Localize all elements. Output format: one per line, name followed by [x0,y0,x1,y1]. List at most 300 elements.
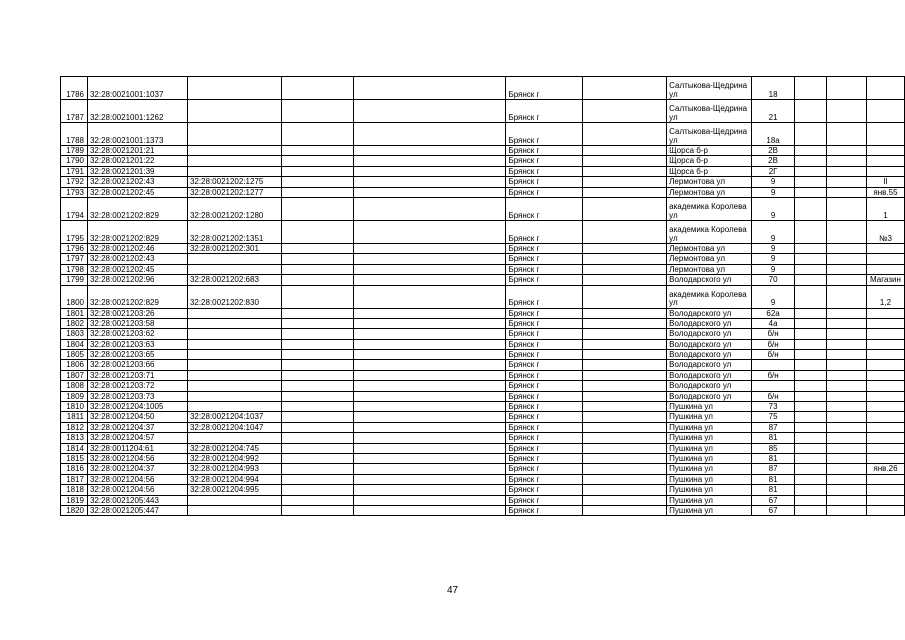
building-number-cell [187,156,281,166]
blank-cell-4 [281,412,353,422]
row-number-cell: 1788 [61,123,88,146]
note-cell: №3 [866,220,904,243]
blank-cell-11 [826,285,866,308]
city-cell: Брянск г [506,100,583,123]
street-cell: Володарского ул [667,339,752,349]
street-cell: Володарского ул [667,350,752,360]
street-cell: Пушкина ул [667,474,752,484]
blank-cell-4 [281,166,353,176]
house-number-cell: 67 [752,505,795,515]
blank-cell-7 [583,360,667,370]
blank-cell-10 [795,264,827,274]
city-cell: Брянск г [506,339,583,349]
house-number-cell: 2Г [752,166,795,176]
blank-cell-10 [795,77,827,100]
note-cell [866,243,904,253]
street-cell: Володарского ул [667,381,752,391]
row-number-cell: 1819 [61,495,88,505]
blank-cell-4 [281,100,353,123]
row-number-cell: 1799 [61,275,88,285]
blank-cell-4 [281,243,353,253]
table-row [61,146,905,156]
blank-cell-10 [795,220,827,243]
city-cell: Брянск г [506,412,583,422]
table-row [61,402,905,412]
note-cell: янв.55 [866,187,904,197]
blank-cell-10 [795,391,827,401]
house-number-cell: 62а [752,308,795,318]
house-number-cell: 81 [752,433,795,443]
street-cell: академика Королева ул [667,285,752,308]
table-row [61,77,905,100]
blank-cell-10 [795,197,827,220]
building-number-cell [187,391,281,401]
street-cell: Володарского ул [667,318,752,328]
city-cell: Брянск г [506,156,583,166]
table-row [61,308,905,318]
city-cell: Брянск г [506,177,583,187]
row-number-cell: 1790 [61,156,88,166]
note-cell [866,453,904,463]
house-number-cell: б/н [752,370,795,380]
street-cell: Лермонтова ул [667,177,752,187]
blank-cell-7 [583,381,667,391]
street-cell: Володарского ул [667,370,752,380]
blank-cell-11 [826,474,866,484]
row-number-cell: 1803 [61,329,88,339]
row-number-cell: 1818 [61,485,88,495]
house-number-cell: 9 [752,220,795,243]
street-cell: Лермонтова ул [667,254,752,264]
blank-cell-7 [583,100,667,123]
blank-cell-11 [826,308,866,318]
blank-cell-10 [795,402,827,412]
table-row [61,381,905,391]
building-number-cell: 32:28:0021202:301 [187,243,281,253]
city-cell: Брянск г [506,505,583,515]
row-number-cell: 1808 [61,381,88,391]
blank-cell-5 [353,100,506,123]
city-cell: Брянск г [506,391,583,401]
cadastral-number-cell: 32:28:0021204:50 [87,412,187,422]
cadastral-number-cell: 32:28:0021204:57 [87,433,187,443]
cadastral-number-cell: 32:28:0021201:21 [87,146,187,156]
city-cell: Брянск г [506,381,583,391]
city-cell: Брянск г [506,422,583,432]
cadastral-number-cell: 32:28:0021201:39 [87,166,187,176]
blank-cell-11 [826,166,866,176]
street-cell: Пушкина ул [667,464,752,474]
cadastral-number-cell: 32:28:0021205:443 [87,495,187,505]
building-number-cell [187,254,281,264]
blank-cell-5 [353,177,506,187]
building-number-cell [187,381,281,391]
building-number-cell [187,360,281,370]
house-number-cell: б/н [752,391,795,401]
blank-cell-11 [826,391,866,401]
blank-cell-4 [281,422,353,432]
building-number-cell: 32:28:0021204:1047 [187,422,281,432]
blank-cell-11 [826,243,866,253]
building-number-cell [187,100,281,123]
blank-cell-4 [281,381,353,391]
city-cell: Брянск г [506,453,583,463]
blank-cell-10 [795,100,827,123]
blank-cell-5 [353,275,506,285]
blank-cell-4 [281,285,353,308]
building-number-cell [187,339,281,349]
cadastral-number-cell: 32:28:0021001:1037 [87,77,187,100]
blank-cell-11 [826,495,866,505]
building-number-cell: 32:28:0021202:1275 [187,177,281,187]
note-cell [866,505,904,515]
blank-cell-7 [583,443,667,453]
blank-cell-7 [583,474,667,484]
blank-cell-11 [826,329,866,339]
street-cell: Пушкина ул [667,443,752,453]
row-number-cell: 1820 [61,505,88,515]
building-number-cell: 32:28:0021202:1280 [187,197,281,220]
blank-cell-7 [583,495,667,505]
city-cell: Брянск г [506,243,583,253]
street-cell: Лермонтова ул [667,187,752,197]
city-cell: Брянск г [506,77,583,100]
blank-cell-11 [826,123,866,146]
blank-cell-7 [583,146,667,156]
city-cell: Брянск г [506,254,583,264]
building-number-cell [187,505,281,515]
blank-cell-7 [583,123,667,146]
cadastral-number-cell: 32:28:0021203:72 [87,381,187,391]
blank-cell-7 [583,453,667,463]
blank-cell-11 [826,505,866,515]
page-number: 47 [446,585,459,596]
table-row [61,360,905,370]
house-number-cell: 87 [752,422,795,432]
row-number-cell: 1802 [61,318,88,328]
row-number-cell: 1814 [61,443,88,453]
row-number-cell: 1807 [61,370,88,380]
house-number-cell: 21 [752,100,795,123]
table-row [61,422,905,432]
street-cell: Салтыкова-Щедрина ул [667,123,752,146]
blank-cell-4 [281,275,353,285]
blank-cell-7 [583,422,667,432]
city-cell: Брянск г [506,275,583,285]
blank-cell-5 [353,422,506,432]
blank-cell-7 [583,166,667,176]
blank-cell-4 [281,360,353,370]
blank-cell-7 [583,370,667,380]
blank-cell-5 [353,464,506,474]
blank-cell-11 [826,146,866,156]
street-cell: Пушкина ул [667,412,752,422]
row-number-cell: 1789 [61,146,88,156]
blank-cell-7 [583,220,667,243]
blank-cell-5 [353,123,506,146]
blank-cell-4 [281,464,353,474]
city-cell: Брянск г [506,370,583,380]
note-cell [866,264,904,274]
cadastral-number-cell: 32:28:0021204:37 [87,422,187,432]
row-number-cell: 1798 [61,264,88,274]
house-number-cell: 9 [752,177,795,187]
blank-cell-10 [795,254,827,264]
house-number-cell: б/н [752,329,795,339]
blank-cell-5 [353,474,506,484]
blank-cell-7 [583,285,667,308]
blank-cell-10 [795,308,827,318]
house-number-cell: 18 [752,77,795,100]
city-cell: Брянск г [506,485,583,495]
row-number-cell: 1800 [61,285,88,308]
blank-cell-10 [795,318,827,328]
building-number-cell [187,264,281,274]
building-number-cell: 32:28:0021202:683 [187,275,281,285]
note-cell [866,156,904,166]
note-cell [866,308,904,318]
city-cell: Брянск г [506,402,583,412]
building-number-cell: 32:28:0021204:993 [187,464,281,474]
note-cell [866,433,904,443]
house-number-cell: 9 [752,197,795,220]
blank-cell-7 [583,318,667,328]
table-row [61,156,905,166]
note-cell [866,370,904,380]
note-cell [866,485,904,495]
blank-cell-10 [795,187,827,197]
city-cell: Брянск г [506,197,583,220]
street-cell: Пушкина ул [667,422,752,432]
cadastral-number-cell: 32:28:0021202:45 [87,187,187,197]
blank-cell-4 [281,254,353,264]
row-number-cell: 1815 [61,453,88,463]
note-cell: янв.26 [866,464,904,474]
table-row [61,370,905,380]
blank-cell-5 [353,412,506,422]
cadastral-number-cell: 32:28:0021001:1373 [87,123,187,146]
note-cell [866,443,904,453]
blank-cell-5 [353,197,506,220]
house-number-cell: 87 [752,464,795,474]
blank-cell-7 [583,402,667,412]
blank-cell-11 [826,177,866,187]
blank-cell-10 [795,339,827,349]
blank-cell-4 [281,329,353,339]
blank-cell-4 [281,402,353,412]
table-row [61,318,905,328]
street-cell: Пушкина ул [667,453,752,463]
blank-cell-11 [826,402,866,412]
blank-cell-10 [795,505,827,515]
blank-cell-11 [826,443,866,453]
blank-cell-10 [795,474,827,484]
blank-cell-10 [795,166,827,176]
blank-cell-11 [826,100,866,123]
blank-cell-10 [795,285,827,308]
street-cell: Пушкина ул [667,402,752,412]
blank-cell-11 [826,275,866,285]
blank-cell-5 [353,350,506,360]
blank-cell-4 [281,474,353,484]
building-number-cell [187,123,281,146]
row-number-cell: 1787 [61,100,88,123]
street-cell: Лермонтова ул [667,264,752,274]
row-number-cell: 1809 [61,391,88,401]
table-row [61,123,905,146]
house-number-cell: 70 [752,275,795,285]
blank-cell-4 [281,391,353,401]
table-row [61,339,905,349]
table-row [61,485,905,495]
house-number-cell: 18а [752,123,795,146]
blank-cell-5 [353,77,506,100]
blank-cell-10 [795,485,827,495]
city-cell: Брянск г [506,123,583,146]
blank-cell-11 [826,220,866,243]
note-cell [866,495,904,505]
house-number-cell: 67 [752,495,795,505]
blank-cell-5 [353,329,506,339]
table-row [61,220,905,243]
house-number-cell: 81 [752,474,795,484]
house-number-cell: 73 [752,402,795,412]
building-number-cell: 32:28:0021204:1037 [187,412,281,422]
table-row [61,391,905,401]
blank-cell-5 [353,285,506,308]
cadastral-number-cell: 32:28:0021201:22 [87,156,187,166]
street-cell: Щорса б-р [667,146,752,156]
blank-cell-4 [281,123,353,146]
note-cell [866,360,904,370]
row-number-cell: 1816 [61,464,88,474]
blank-cell-7 [583,464,667,474]
blank-cell-5 [353,166,506,176]
note-cell [866,329,904,339]
cadastral-number-cell: 32:28:0021001:1262 [87,100,187,123]
table-row [61,100,905,123]
row-number-cell: 1804 [61,339,88,349]
blank-cell-7 [583,505,667,515]
row-number-cell: 1813 [61,433,88,443]
blank-cell-10 [795,243,827,253]
blank-cell-5 [353,308,506,318]
blank-cell-10 [795,464,827,474]
street-cell: академика Королева ул [667,197,752,220]
blank-cell-4 [281,339,353,349]
blank-cell-11 [826,350,866,360]
note-cell [866,350,904,360]
blank-cell-10 [795,275,827,285]
blank-cell-11 [826,360,866,370]
table-row [61,254,905,264]
street-cell: Володарского ул [667,360,752,370]
street-cell: академика Королева ул [667,220,752,243]
blank-cell-11 [826,339,866,349]
blank-cell-11 [826,156,866,166]
table-row [61,495,905,505]
blank-cell-10 [795,123,827,146]
row-number-cell: 1794 [61,197,88,220]
blank-cell-5 [353,381,506,391]
note-cell [866,254,904,264]
blank-cell-11 [826,412,866,422]
blank-cell-10 [795,146,827,156]
blank-cell-4 [281,443,353,453]
blank-cell-7 [583,243,667,253]
registry-table [60,76,905,516]
blank-cell-11 [826,422,866,432]
blank-cell-11 [826,381,866,391]
blank-cell-4 [281,350,353,360]
table-row [61,453,905,463]
blank-cell-7 [583,77,667,100]
blank-cell-10 [795,381,827,391]
blank-cell-5 [353,243,506,253]
blank-cell-10 [795,329,827,339]
blank-cell-5 [353,485,506,495]
blank-cell-11 [826,464,866,474]
blank-cell-5 [353,318,506,328]
blank-cell-4 [281,156,353,166]
blank-cell-5 [353,443,506,453]
blank-cell-11 [826,370,866,380]
table-row [61,275,905,285]
cadastral-number-cell: 32:28:0021202:829 [87,197,187,220]
blank-cell-4 [281,308,353,318]
building-number-cell [187,146,281,156]
row-number-cell: 1801 [61,308,88,318]
blank-cell-4 [281,197,353,220]
note-cell [866,166,904,176]
note-cell: 1 [866,197,904,220]
row-number-cell: 1811 [61,412,88,422]
blank-cell-11 [826,318,866,328]
building-number-cell [187,318,281,328]
blank-cell-11 [826,187,866,197]
table-row [61,464,905,474]
row-number-cell: 1797 [61,254,88,264]
blank-cell-4 [281,485,353,495]
city-cell: Брянск г [506,443,583,453]
building-number-cell: 32:28:0021202:1277 [187,187,281,197]
table-row [61,177,905,187]
note-cell [866,123,904,146]
note-cell [866,77,904,100]
blank-cell-5 [353,433,506,443]
blank-cell-4 [281,177,353,187]
table-row [61,285,905,308]
blank-cell-10 [795,453,827,463]
row-number-cell: 1805 [61,350,88,360]
street-cell: Володарского ул [667,275,752,285]
building-number-cell: 32:28:0021204:992 [187,453,281,463]
table-row [61,243,905,253]
city-cell: Брянск г [506,166,583,176]
note-cell [866,391,904,401]
cadastral-number-cell: 32:28:0011204:61 [87,443,187,453]
city-cell: Брянск г [506,146,583,156]
building-number-cell [187,308,281,318]
row-number-cell: 1796 [61,243,88,253]
blank-cell-5 [353,453,506,463]
house-number-cell: 9 [752,264,795,274]
house-number-cell: 85 [752,443,795,453]
blank-cell-11 [826,485,866,495]
blank-cell-11 [826,254,866,264]
blank-cell-5 [353,360,506,370]
building-number-cell: 32:28:0021204:745 [187,443,281,453]
